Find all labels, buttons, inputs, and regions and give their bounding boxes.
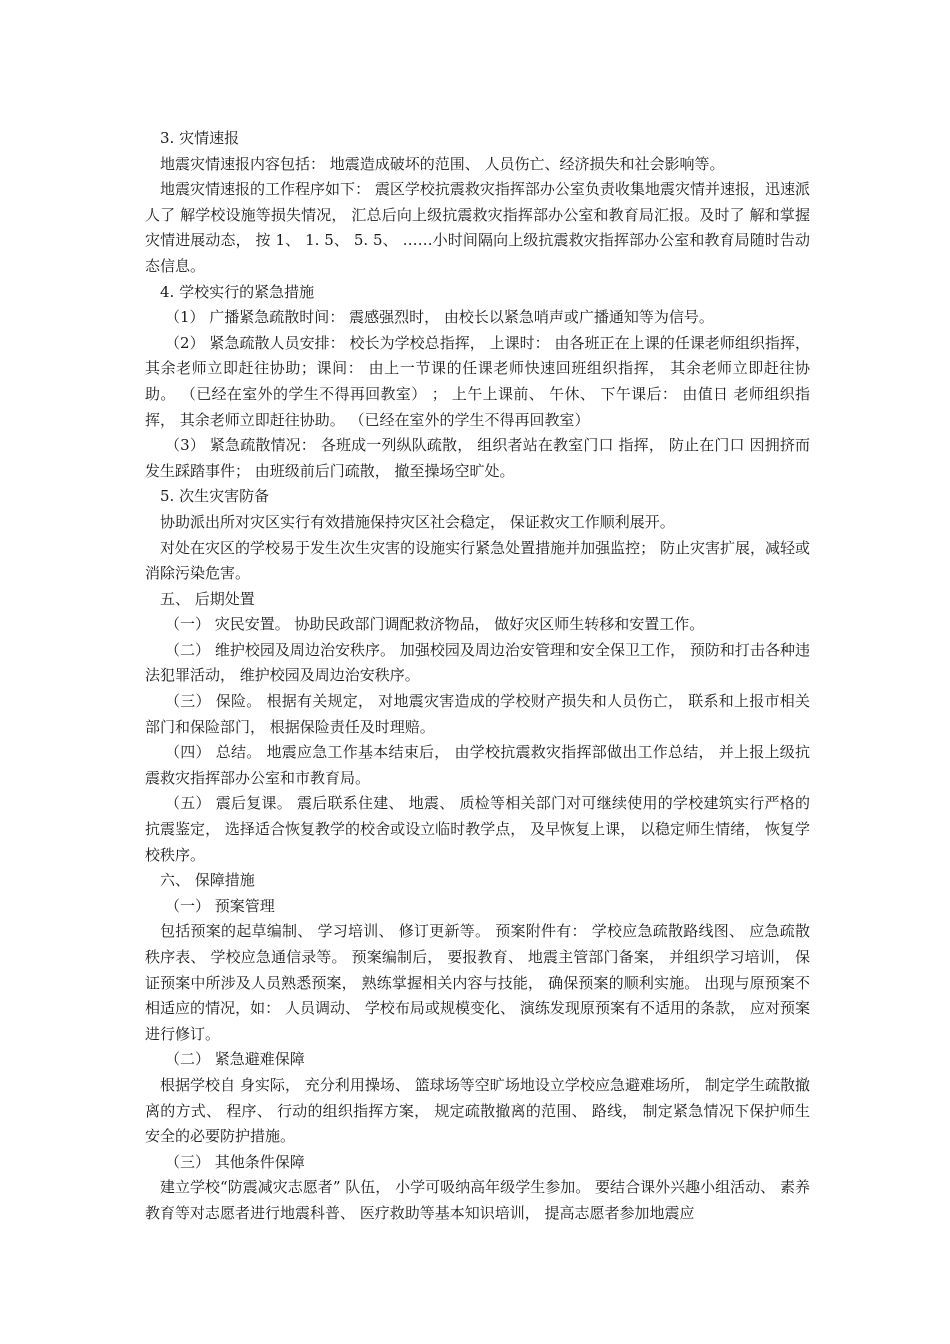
paragraph-17: 六、 保障措施 xyxy=(160,871,255,890)
paragraph-3: 地震灾情速报的工作程序如下： 震区学校抗震救灾指挥部办公室负责收集地震灾情并速报，迅速派人了 解学校设施等损失情况， 汇总后向上级抗震救灾指挥部办公室和教育局汇报。及时了 解和掌握灾情进展动态， 按 1、 1. 5、 5. 5、 ……小时间隔向上级抗震救灾指挥部办公室和教育局随时告动态信息。 xyxy=(145,180,810,275)
paragraph-18: （一） 预案管理 xyxy=(165,896,275,915)
paragraph-6: （2） 紧急疏散人员安排： 校长为学校总指挥， 上课时： 由各班正在上课的任课老师组织指挥， 其余老师立即赶往协助；课间： 由上一节课的任课老师快速回班组织指挥， 其余老师立即赶往协助。 （已经在室外的学生不得再回教室） ； 上午上课前、 午休、 下午课后： 由值日 老师组织指挥， 其余老师立即赶往协助。 （已经在室外的学生不得再回教室） xyxy=(145,333,810,429)
paragraph-9: 协助派出所对灾区实行有效措施保持灾区社会稳定， 保证救灾工作顺利展开。 xyxy=(160,512,675,531)
paragraph-2: 地震灾情速报内容包括： 地震造成破坏的范围、 人员伤亡、经济损失和社会影响等。 xyxy=(160,154,725,173)
paragraph-7: （3） 紧急疏散情况： 各班成一列纵队疏散， 组织者站在教室门口 指挥， 防止在门口 因拥挤而发生踩踏事件； 由班级前后门疏散， 撤至操场空旷处。 xyxy=(145,436,810,480)
paragraph-13: （二） 维护校园及周边治安秩序。 加强校园及周边治安管理和安全保卫工作， 预防和打击各种违法犯罪活动， 维护校园及周边治安秩序。 xyxy=(145,640,810,685)
paragraph-19: 包括预案的起草编制、 学习培训、 修订更新等。 预案附件有： 学校应急疏散路线图、 应急疏散秩序表、 学校应急通信录等。 预案编制后， 要报教育、 地震主管部门备案， 并组织学习培训， 保证预案中所涉及人员熟悉预案， 熟练掌握相关内容与技能， 确保预案的顺利实施。 出现与原预案不相适应的情况，如： 人员调动、 学校布局或规模变化、 演练发现原预案有不适用的条款， 应对预案进行修订。 xyxy=(145,922,810,1043)
paragraph-1: 3. 灾情速报 xyxy=(160,129,240,147)
paragraph-4: 4. 学校实行的紧急措施 xyxy=(160,282,315,301)
paragraph-21: 根据学校自 身实际， 充分利用操场、 篮球场等空旷场地设立学校应急避难场所， 制定学生疏散撤离的方式、 程序、 行动的组织指挥方案， 规定疏散撤离的范围、 路线， 制定紧急情况下保护师生安全的必要防护措施。 xyxy=(145,1075,810,1146)
paragraph-16: （五） 震后复课。 震后联系住建、 地震、 质检等相关部门对可继续使用的学校建筑实行严格的抗震鉴定， 选择适合恢复教学的校舍或设立临时教学点， 及早恢复上课， 以稳定师生情绪， 恢复学校秩序。 xyxy=(145,794,810,864)
paragraph-14: （三） 保险。 根据有关规定， 对地震灾害造成的学校财产损失和人员伤亡， 联系和上报市相关部门和保险部门， 根据保险责任及时理赔。 xyxy=(145,692,810,736)
paragraph-8: 5. 次生灾害防备 xyxy=(160,487,270,506)
paragraph-15: （四） 总结。 地震应急工作基本结束后， 由学校抗震救灾指挥部做出工作总结， 并上报上级抗震救灾指挥部办公室和市教育局。 xyxy=(145,743,810,787)
paragraph-20: （二） 紧急避难保障 xyxy=(165,1050,305,1069)
paragraph-23: 建立学校“防震减灾志愿者” 队伍， 小学可吸纳高年级学生参加。 要结合课外兴趣小组活动、 素养教育等对志愿者进行地震科普、 医疗救助等基本知识培训， 提高志愿者参加地震应 xyxy=(145,1178,810,1222)
document-page xyxy=(145,126,810,1227)
paragraph-5: （1） 广播紧急疏散时间： 震感强烈时， 由校长以紧急哨声或广播通知等为信号。 xyxy=(165,308,714,327)
paragraph-22: （三） 其他条件保障 xyxy=(165,1152,305,1171)
paragraph-10: 对处在灾区的学校易于发生次生灾害的设施实行紧急处置措施并加强监控； 防止灾害扩展，减轻或消除污染危害。 xyxy=(145,538,810,583)
paragraph-12: （一） 灾民安置。 协助民政部门调配救济物品， 做好灾区师生转移和安置工作。 xyxy=(165,615,705,634)
paragraph-11: 五、 后期处置 xyxy=(160,589,255,608)
